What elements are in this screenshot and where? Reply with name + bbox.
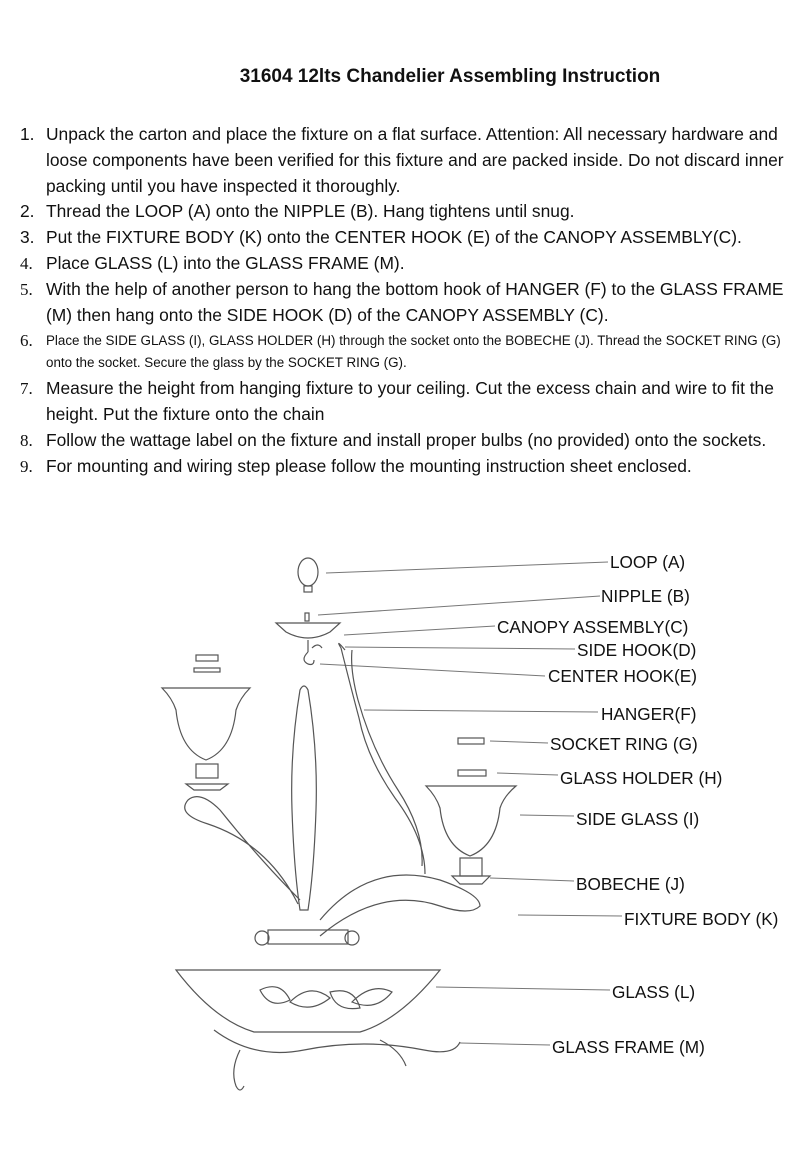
step-text: With the help of another person to hang the bottom hook of HANGER (F) to the GLASS FRAME (M) then hang onto the SIDE HOOK (D) of the CANOPY ASSEMBLY (C). [46, 278, 784, 325]
chandelier-diagram [0, 540, 808, 1120]
step-1 [20, 122, 795, 199]
part-label-socket-ring: SOCKET RING (G) [550, 734, 698, 754]
left-socket [196, 764, 218, 778]
leader-line-socket-ring [490, 741, 548, 743]
part-label-hanger: HANGER(F) [601, 704, 697, 724]
step-text: Place the SIDE GLASS (I), GLASS HOLDER (H) through the socket onto the BOBECHE (J). Thread the SOCKET RING (G) onto the socket. Secure the glass by the SOCKET RING (G). [46, 333, 781, 371]
leader-line-fixture-body [518, 915, 622, 916]
canopy-shape [276, 623, 340, 638]
glass-frame [214, 1030, 460, 1053]
fixture-body-stem [292, 686, 317, 910]
step-number: 3. [20, 227, 35, 248]
leader-line-center-hook [320, 664, 545, 676]
step-number: 9. [20, 456, 33, 476]
leader-line-bobeche [490, 878, 574, 881]
step-text: Measure the height from hanging fixture to your ceiling. Cut the excess chain and wire to fit the height. Put the fixture onto the chain [46, 378, 774, 425]
part-label-side-hook: SIDE HOOK(D) [577, 640, 697, 660]
leader-line-glass-frame [460, 1043, 550, 1045]
step-number: 5. [20, 279, 33, 299]
part-label-center-hook: CENTER HOOK(E) [548, 666, 697, 686]
step-9 [20, 454, 795, 480]
right-bobeche [452, 876, 490, 884]
step-3 [20, 225, 795, 251]
step-2 [20, 199, 795, 225]
instruction-steps [20, 122, 795, 480]
hanger-chain [339, 643, 425, 874]
part-label-fixture-body: FIXTURE BODY (K) [624, 909, 779, 929]
document-title: 31604 12lts Chandelier Assembling Instruction [239, 66, 661, 87]
step-number: 7. [20, 379, 33, 399]
step-text: Thread the LOOP (A) onto the NIPPLE (B). Hang tightens until snug. [46, 201, 575, 222]
step-7 [20, 376, 795, 428]
part-label-glass: GLASS (L) [612, 982, 696, 1002]
step-5 [20, 277, 795, 329]
left-socket-ring [196, 655, 218, 661]
step-6 [20, 330, 795, 374]
step-text: Place GLASS (L) into the GLASS FRAME (M). [46, 252, 405, 273]
step-8 [20, 428, 795, 454]
step-text: Follow the wattage label on the fixture and install proper bulbs (no provided) onto the sockets. [46, 429, 767, 450]
step-number: 6. [20, 331, 33, 351]
step-text: Unpack the carton and place the fixture on a flat surface. Attention: All necessary hardware and loose components have been verified for this fixture and are packed inside. Do not discard inner packing until you have inspected it thoroughly. [46, 124, 784, 196]
right-socket [460, 858, 482, 876]
leader-line-nipple [318, 596, 600, 615]
main-glass-bowl [176, 970, 440, 1032]
step-number: 1. [20, 124, 35, 144]
leader-line-canopy [344, 626, 495, 635]
right-side-glass [426, 786, 516, 856]
loop-ring [298, 558, 318, 586]
leader-line-loop [326, 562, 608, 573]
nipple [305, 613, 309, 621]
leader-line-side-hook [345, 647, 575, 649]
part-label-glass-holder: GLASS HOLDER (H) [560, 768, 723, 788]
left-side-glass [162, 688, 250, 760]
step-number: 2. [20, 201, 35, 222]
loop-base [304, 586, 312, 592]
part-label-loop: LOOP (A) [610, 552, 686, 572]
part-label-nipple: NIPPLE (B) [601, 586, 690, 606]
step-text: For mounting and wiring step please follow the mounting instruction sheet enclosed. [46, 455, 692, 476]
step-text: Put the FIXTURE BODY (K) onto the CENTER HOOK (E) of the CANOPY ASSEMBLY(C). [46, 227, 742, 248]
right-socket-ring [458, 738, 484, 744]
part-label-glass-frame: GLASS FRAME (M) [552, 1037, 705, 1057]
leader-line-hanger [364, 710, 598, 712]
right-glass-holder [458, 770, 486, 776]
center-hook [304, 652, 314, 665]
leader-line-glass [436, 987, 610, 990]
step-4 [20, 251, 795, 277]
step-number: 8. [20, 430, 33, 450]
part-label-side-glass: SIDE GLASS (I) [576, 809, 700, 829]
fixture-body-base [268, 930, 348, 944]
step-number: 4. [20, 253, 33, 273]
part-label-canopy-assembly: CANOPY ASSEMBLY(C) [497, 617, 689, 637]
leader-line-glass-holder [497, 773, 558, 775]
part-label-bobeche: BOBECHE (J) [576, 874, 685, 894]
leader-line-side-glass [520, 815, 574, 816]
